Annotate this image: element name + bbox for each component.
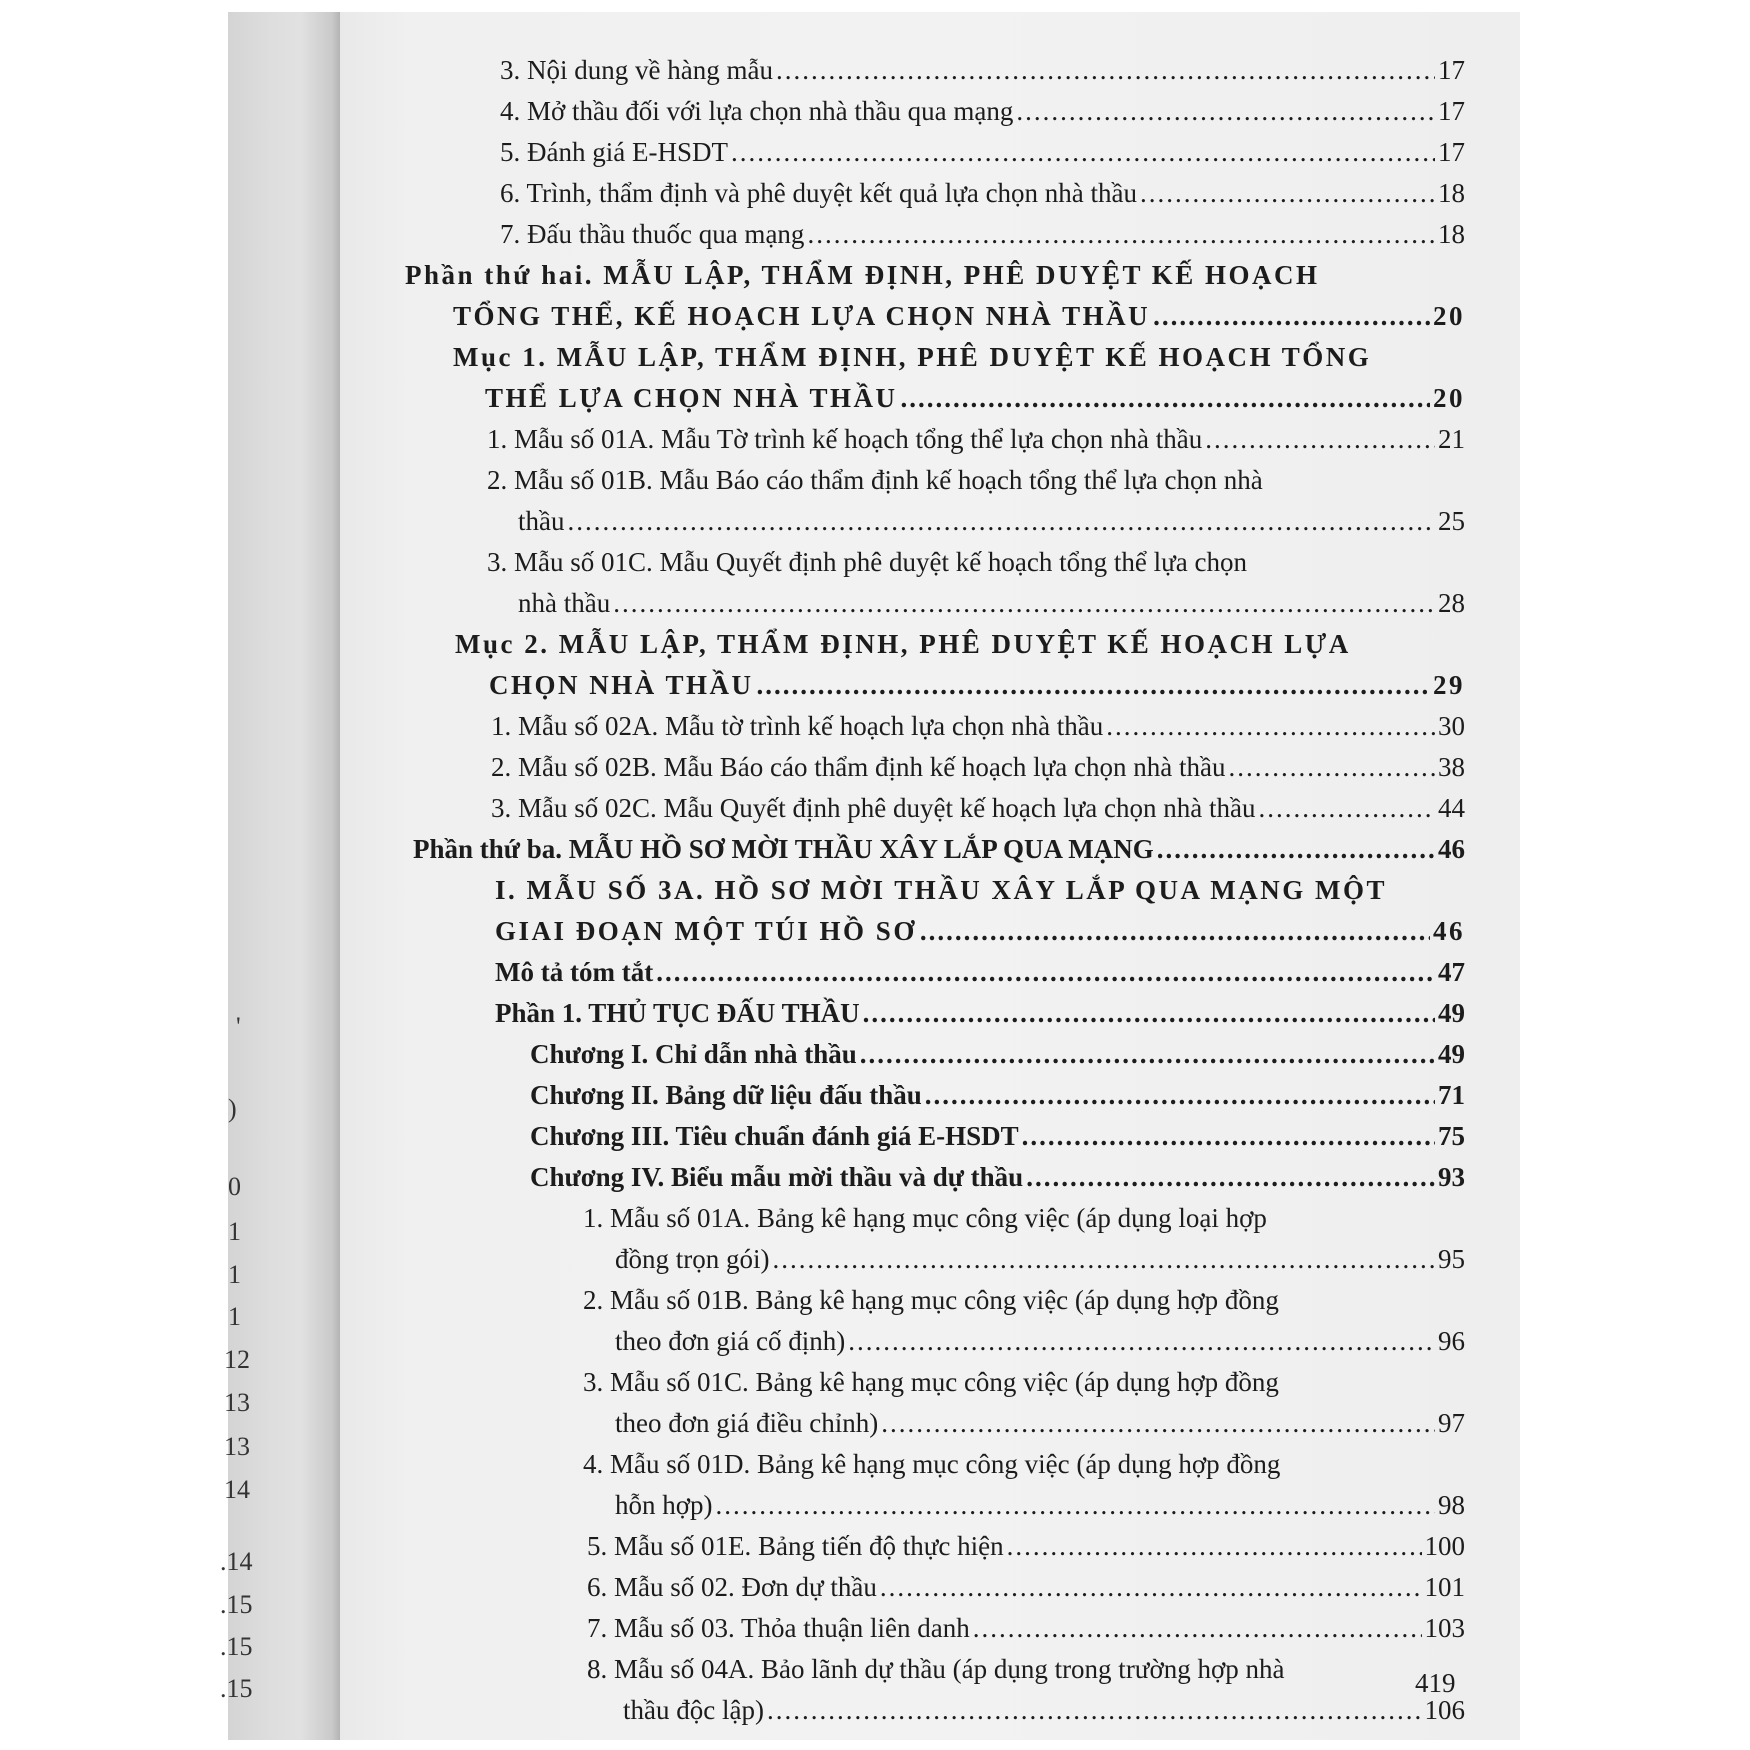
toc-leader-dots [863, 993, 1435, 1034]
toc-leader-dots [767, 1690, 1422, 1731]
toc-entry-title: hỗn hợp) [615, 1490, 713, 1520]
toc-entry [491, 706, 1465, 747]
toc-leader-dots [656, 952, 1435, 993]
toc-entry-title: 3. Mẫu số 02C. Mẫu Quyết định phê duyệt kế hoạch lựa chọn nhà thầu [491, 793, 1256, 823]
facing-page-edge [220, 12, 340, 1740]
facing-page-number: 1 [228, 1217, 241, 1246]
toc-entry-title: Chương III. Tiêu chuẩn đánh giá E-HSDT [530, 1121, 1019, 1151]
right-margin [1520, 12, 1750, 1740]
toc-entry [518, 501, 1465, 542]
toc-page-number: 103 [1424, 1613, 1465, 1643]
toc-entry [530, 1075, 1465, 1116]
toc-leader-dots [568, 501, 1436, 542]
toc-entry-title: thầu [518, 506, 565, 536]
toc-heading-line: Phần thứ hai. MẪU LẬP, THẨM ĐỊNH, PHÊ DUYỆT KẾ HOẠCH [405, 260, 1320, 290]
toc-page-number: 96 [1438, 1326, 1465, 1356]
toc-entry-title: 6. Trình, thẩm định và phê duyệt kết quả lựa chọn nhà thầu [500, 178, 1138, 208]
toc-leader-dots [1228, 747, 1435, 788]
facing-page-mark: ' [236, 1012, 241, 1041]
toc-entry-title: GIAI ĐOẠN MỘT TÚI HỒ SƠ [495, 916, 917, 946]
toc-entry [491, 747, 1465, 788]
toc-entry [491, 788, 1465, 829]
toc-entry [587, 1526, 1465, 1567]
toc-leader-dots [1026, 1157, 1435, 1198]
facing-page-number: 0 [228, 1172, 241, 1201]
toc-entry [500, 91, 1465, 132]
toc-leader-dots [1205, 419, 1435, 460]
toc-entry [530, 1034, 1465, 1075]
toc-leader-dots [1016, 91, 1435, 132]
toc-entry [487, 419, 1465, 460]
toc-entry-line: 3. Mẫu số 01C. Mẫu Quyết định phê duyệt kế hoạch tổng thể lựa chọn [487, 547, 1247, 577]
toc-entry-title: THỂ LỰA CHỌN NHÀ THẦU [485, 383, 898, 413]
toc-leader-dots [1153, 296, 1430, 337]
toc-page-number: 18 [1438, 219, 1465, 249]
toc-page-number: 100 [1424, 1531, 1465, 1561]
toc-leader-dots [848, 1321, 1435, 1362]
toc-entry-title: 1. Mẫu số 01A. Mẫu Tờ trình kế hoạch tổng thể lựa chọn nhà thầu [487, 424, 1203, 454]
toc-entry [623, 1690, 1465, 1731]
toc-entry-title: 3. Nội dung về hàng mẫu [500, 55, 773, 85]
toc-page-number: 49 [1438, 998, 1465, 1028]
facing-page-number: .15 [220, 1590, 253, 1619]
toc-page-number: 28 [1438, 588, 1465, 618]
toc-page-number: 38 [1438, 752, 1465, 782]
toc-page-number: 46 [1433, 916, 1465, 946]
toc-leader-dots [920, 911, 1430, 952]
toc-entry [587, 1567, 1465, 1608]
facing-page-mark: ) [228, 1094, 237, 1123]
facing-page-number: .15 [220, 1674, 253, 1703]
toc-page-number: 98 [1438, 1490, 1465, 1520]
toc-entry [495, 993, 1465, 1034]
toc-entry [500, 132, 1465, 173]
toc-leader-dots [1007, 1526, 1422, 1567]
toc-entry-title: Mô tả tóm tắt [495, 957, 654, 987]
toc-leader-dots [613, 583, 1435, 624]
toc-page-number: 25 [1438, 506, 1465, 536]
toc-entry-title: 5. Đánh giá E-HSDT [500, 137, 728, 167]
facing-page-number: 13 [224, 1432, 250, 1461]
facing-page-number: 1 [228, 1302, 241, 1331]
toc-entry-title: TỔNG THỂ, KẾ HOẠCH LỰA CHỌN NHÀ THẦU [453, 301, 1151, 331]
toc-entry-line: 8. Mẫu số 04A. Bảo lãnh dự thầu (áp dụng trong trường hợp nhà [587, 1654, 1285, 1684]
toc-entry-title: theo đơn giá điều chỉnh) [615, 1408, 879, 1438]
table-of-contents [405, 50, 1465, 1731]
toc-entry-line: 1. Mẫu số 01A. Bảng kê hạng mục công việc (áp dụng loại hợp [583, 1203, 1267, 1233]
toc-leader-dots [925, 1075, 1435, 1116]
toc-leader-dots [807, 214, 1435, 255]
toc-page-number: 17 [1438, 55, 1465, 85]
toc-page-number: 75 [1438, 1121, 1465, 1151]
toc-entry-title: Phần thứ ba. MẪU HỒ SƠ MỜI THẦU XÂY LẮP QUA MẠNG [413, 834, 1154, 864]
toc-page-number: 97 [1438, 1408, 1465, 1438]
toc-leader-dots [901, 378, 1430, 419]
toc-heading-line: Mục 2. MẪU LẬP, THẨM ĐỊNH, PHÊ DUYỆT KẾ HOẠCH LỰA [455, 629, 1351, 659]
facing-page-number: 14 [224, 1475, 250, 1504]
toc-leader-dots [881, 1403, 1435, 1444]
toc-entry [495, 911, 1465, 952]
toc-entry [530, 1157, 1465, 1198]
facing-page-number: 13 [224, 1388, 250, 1417]
toc-leader-dots [1258, 788, 1435, 829]
toc-entry-title: Chương II. Bảng dữ liệu đấu thầu [530, 1080, 922, 1110]
facing-page-number: 1 [228, 1260, 241, 1289]
toc-entry [485, 378, 1465, 419]
toc-leader-dots [716, 1485, 1435, 1526]
toc-entry-title: Phần 1. THỦ TỤC ĐẤU THẦU [495, 998, 860, 1028]
toc-entry-title: 5. Mẫu số 01E. Bảng tiến độ thực hiện [587, 1531, 1004, 1561]
toc-entry [530, 1116, 1465, 1157]
facing-page-number: .15 [220, 1632, 253, 1661]
toc-leader-dots [1157, 829, 1435, 870]
toc-entry-line: 2. Mẫu số 01B. Mẫu Báo cáo thẩm định kế hoạch tổng thể lựa chọn nhà [487, 465, 1263, 495]
toc-entry [615, 1239, 1465, 1280]
toc-entry [615, 1403, 1465, 1444]
toc-leader-dots [776, 50, 1435, 91]
toc-entry-title: đồng trọn gói) [615, 1244, 770, 1274]
toc-entry-line: 3. Mẫu số 01C. Bảng kê hạng mục công việc (áp dụng hợp đồng [583, 1367, 1279, 1397]
toc-page-number: 49 [1438, 1039, 1465, 1069]
facing-page-number: .14 [220, 1547, 253, 1576]
toc-leader-dots [1022, 1116, 1435, 1157]
toc-entry-title: Chương I. Chỉ dẫn nhà thầu [530, 1039, 857, 1069]
toc-entry-line: 2. Mẫu số 01B. Bảng kê hạng mục công việc (áp dụng hợp đồng [583, 1285, 1279, 1315]
toc-leader-dots [757, 665, 1430, 706]
toc-entry [500, 173, 1465, 214]
toc-leader-dots [880, 1567, 1422, 1608]
toc-entry-title: 4. Mở thầu đối với lựa chọn nhà thầu qua mạng [500, 96, 1014, 126]
toc-page-number: 106 [1424, 1695, 1465, 1725]
toc-entry [615, 1321, 1465, 1362]
toc-page-number: 30 [1438, 711, 1465, 741]
toc-entry-title: 1. Mẫu số 02A. Mẫu tờ trình kế hoạch lựa chọn nhà thầu [491, 711, 1104, 741]
facing-page-number: 12 [224, 1345, 250, 1374]
toc-leader-dots [860, 1034, 1435, 1075]
toc-page-number: 93 [1438, 1162, 1465, 1192]
toc-entry [518, 583, 1465, 624]
toc-entry-title: 7. Đấu thầu thuốc qua mạng [500, 219, 805, 249]
toc-entry [500, 50, 1465, 91]
toc-page-number: 17 [1438, 96, 1465, 126]
toc-page-number: 20 [1433, 383, 1465, 413]
toc-leader-dots [973, 1608, 1422, 1649]
toc-page-number: 71 [1438, 1080, 1465, 1110]
toc-heading-line: I. MẪU SỐ 3A. HỒ SƠ MỜI THẦU XÂY LẮP QUA MẠNG MỘT [495, 875, 1388, 905]
toc-entry-title: 2. Mẫu số 02B. Mẫu Báo cáo thẩm định kế hoạch lựa chọn nhà thầu [491, 752, 1226, 782]
toc-entry [495, 952, 1465, 993]
toc-page-number: 29 [1433, 670, 1465, 700]
toc-entry [489, 665, 1465, 706]
toc-page-number: 17 [1438, 137, 1465, 167]
toc-page-number: 21 [1438, 424, 1465, 454]
toc-page-number: 47 [1438, 957, 1465, 987]
toc-entry-title: thầu độc lập) [623, 1695, 764, 1725]
toc-leader-dots [773, 1239, 1436, 1280]
toc-entry [413, 829, 1465, 870]
toc-leader-dots [1140, 173, 1435, 214]
toc-entry [587, 1608, 1465, 1649]
toc-page-number: 46 [1438, 834, 1465, 864]
toc-entry-title: CHỌN NHÀ THẦU [489, 670, 754, 700]
toc-heading-line: Mục 1. MẪU LẬP, THẨM ĐỊNH, PHÊ DUYỆT KẾ HOẠCH TỔNG [453, 342, 1372, 372]
toc-page-number: 101 [1424, 1572, 1465, 1602]
toc-entry [500, 214, 1465, 255]
toc-page-number: 20 [1433, 301, 1465, 331]
toc-page-number: 95 [1438, 1244, 1465, 1274]
toc-page-number: 44 [1438, 793, 1465, 823]
toc-entry [615, 1485, 1465, 1526]
toc-entry-title: nhà thầu [518, 588, 611, 618]
toc-entry-title: Chương IV. Biểu mẫu mời thầu và dự thầu [530, 1162, 1024, 1192]
toc-leader-dots [1106, 706, 1435, 747]
toc-entry [453, 296, 1465, 337]
toc-entry-title: 7. Mẫu số 03. Thỏa thuận liên danh [587, 1613, 970, 1643]
toc-entry-title: theo đơn giá cố định) [615, 1326, 846, 1356]
toc-page-number: 18 [1438, 178, 1465, 208]
toc-entry-title: 6. Mẫu số 02. Đơn dự thầu [587, 1572, 877, 1602]
toc-leader-dots [731, 132, 1435, 173]
binding-shadow [300, 12, 340, 1740]
toc-entry-line: 4. Mẫu số 01D. Bảng kê hạng mục công việc (áp dụng hợp đồng [583, 1449, 1281, 1479]
page-number: 419 [1415, 1668, 1456, 1698]
